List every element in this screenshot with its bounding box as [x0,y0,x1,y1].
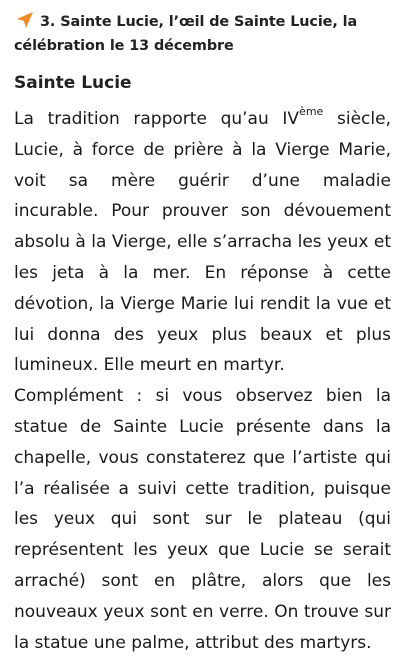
paragraph-legend [14,104,391,381]
paragraph-complement: Complément : si vous observez bien la statue de Sainte Lucie présente dans la chapelle, vous constaterez que l’artiste qui l’a réalisée a suivi cette tradition, puisque les yeux qui sont sur le plateau (qui représentent les yeux que Lucie se serait arraché) sont en plâtre, alors que les nouveaux yeux sont en verre. On trouve sur la statue une palme, attribut des martyrs. [14,386,391,653]
section-title: Sainte Lucie [14,73,132,93]
paragraph-legend-start: La tradition rapporte qu’au IV [14,109,300,129]
navigation-arrow-icon [14,10,36,30]
superscript-ordinal: ème [299,105,324,118]
point-header[interactable] [14,10,399,58]
paragraph-legend-rest: siècle, Lucie, à force de prière à la Vierge Marie, voit sa mère guérir d’une maladie incurable. Pour prouver son dévouement absolu à la Vierge, elle s’arracha les yeux et les jeta à la mer. En réponse à cette dévotion, la Vierge Marie lui rendit la vue et lui donna des yeux plus beaux et plus lumineux. Elle meurt en martyr. [14,109,391,376]
description-text [14,104,391,658]
point-title: 3. Sainte Lucie, l’œil de Sainte Lucie, la célébration le 13 décembre [14,14,358,54]
